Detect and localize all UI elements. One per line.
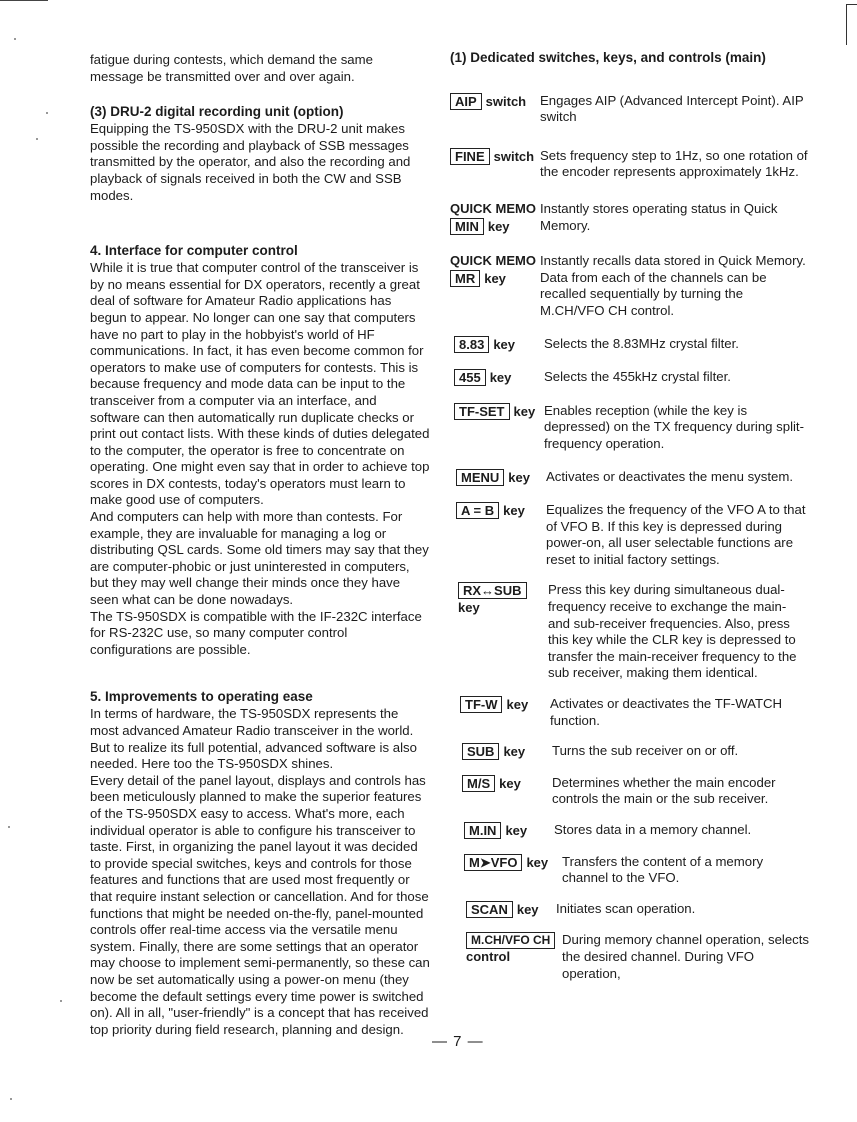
key-label: FINE xyxy=(450,148,490,165)
section-4-paragraph-1: While it is true that computer control of the transceiver is by no means essential for DX operators, recently a great deal of software for Amateur Radio applications has begun to appear. No longer can one say that computers have no part to play in the hobbyist's world of HF communications. In fact, it has even become common for operators to make use of computers for contests. This is because frequency and mode data can be input to the transceiver from a computer via an interface, and software can then automatically run duplicate checks or print out contact lists. With these kinds of duties delegated to the computer, the operator is free to concentrate on operating. One might even say that in order to achieve top scores in DX contests, today's operators must learn to make good use of computers. xyxy=(90,260,430,508)
top-left-rule xyxy=(0,0,48,1)
section-4-heading: 4. Interface for computer control xyxy=(90,243,298,259)
entry-description: Equalizes the frequency of the VFO A to that of VFO B. If this key is depressed during power-on, all user selectable functions are reset to initial factory settings. xyxy=(546,502,806,567)
entry-a-equals-b xyxy=(450,502,810,568)
key-label: A = B xyxy=(456,502,499,519)
entry-term: FINE switch xyxy=(450,148,540,181)
entry-term: 455 key xyxy=(454,369,544,387)
key-label: AIP xyxy=(450,93,482,110)
key-label: TF-W xyxy=(460,696,502,713)
key-label: SCAN xyxy=(466,901,513,918)
key-label: MIN xyxy=(450,218,484,235)
section-5-paragraph-2: Every detail of the panel layout, displays and controls has been meticulously planned to make the superior features of the TS-950SDX easy to access. What's more, each individual operator is able to configure his transceiver to taste. First, in organizing the panel layout it was decided to provide special switches, keys and controls for those features and functions that are used most frequently or that require instant selection or cancellation. And for those functions that might be needed on-the-fly, panel-mounted controls offer real-time access via the versatile menu system. Finally, there are some settings that an operator may choose to implement semi-permanently, so these can now be set automatically using a power-on menu (they become the default settings every time power is switched on). All in all, "user-friendly" is a concept that has received top priority during field research, planning and design. xyxy=(90,772,430,1037)
entry-m-in xyxy=(450,822,810,840)
entry-term: MENU key xyxy=(456,469,546,487)
entry-term: TF-SET key xyxy=(454,403,544,453)
entry-menu xyxy=(450,469,810,487)
key-label: SUB xyxy=(462,743,499,760)
entry-quick-memo-mr xyxy=(450,253,810,319)
entry-description: Initiates scan operation. xyxy=(556,900,696,916)
entry-sub xyxy=(450,743,810,761)
key-label: 455 xyxy=(454,369,486,386)
entry-description: Transfers the content of a memory channel to the VFO. xyxy=(562,853,764,886)
key-label: RX↔SUB xyxy=(458,582,527,599)
key-label: MR xyxy=(450,270,480,287)
entry-8-83 xyxy=(450,336,810,354)
scan-speck xyxy=(8,826,10,828)
entry-description: Activates or deactivates the menu system. xyxy=(546,468,794,484)
entry-term: QUICK MEMO MIN key xyxy=(450,200,536,234)
entry-455 xyxy=(450,369,810,387)
left-column xyxy=(90,52,430,1038)
entry-description: Turns the sub receiver on or off. xyxy=(552,743,739,759)
section-4-paragraph-3: The TS-950SDX is compatible with the IF-232C interface for RS-232C use, so many computer control configurations are possible. xyxy=(90,608,422,657)
entry-term: TF-W key xyxy=(460,696,550,729)
key-label: M/S xyxy=(462,775,495,792)
entry-description: Instantly recalls data stored in Quick Memory. Data from each of the channels can be recalled sequentially by turning the M.CH/VFO CH control. xyxy=(540,253,806,318)
section-5-heading: 5. Improvements to operating ease xyxy=(90,689,313,705)
entry-description: Press this key during simultaneous dual-frequency receive to exchange the main- and sub-receiver frequencies. Also, press this key while the CLR key is depressed to transfer the main-receiver frequency to the sub receiver, making them identical. xyxy=(548,582,797,681)
corner-registration-mark xyxy=(846,4,857,45)
entry-term: M/S key xyxy=(462,775,552,808)
scan-speck xyxy=(14,38,16,40)
entry-term: M➤VFO key xyxy=(464,854,562,887)
scan-speck xyxy=(46,112,48,114)
entry-term: M.CH/VFO CH control xyxy=(466,932,562,982)
scan-speck xyxy=(60,1000,62,1002)
entry-term: 8.83 key xyxy=(454,336,544,354)
entry-description: During memory channel operation, selects the desired channel. During VFO operation, xyxy=(562,932,810,981)
section-3-body: Equipping the TS-950SDX with the DRU-2 unit makes possible the recording and playback of SSB messages transmitted by the operator, and also the recording and playback of signals received in both the CW and SSB modes. xyxy=(90,121,411,203)
entry-scan xyxy=(450,901,810,919)
entry-m-s xyxy=(450,775,810,808)
key-label: M.CH/VFO CH xyxy=(466,932,555,949)
entry-m-vfo xyxy=(450,854,810,887)
entry-description: Activates or deactivates the TF-WATCH function. xyxy=(550,696,783,728)
scan-speck xyxy=(36,138,38,140)
entry-quick-memo-min xyxy=(450,201,810,235)
entry-term: QUICK MEMO MR key xyxy=(450,253,536,286)
entry-tf-set xyxy=(450,403,810,453)
entry-m-ch-vfo-ch xyxy=(450,932,810,982)
entry-tf-w xyxy=(450,696,810,729)
intro-paragraph: fatigue during contests, which demand the same message be transmitted over and over again. xyxy=(90,52,373,84)
entry-description: Selects the 8.83MHz crystal filter. xyxy=(544,335,739,351)
entry-term: AIP switch xyxy=(450,93,540,126)
entry-description: Engages AIP (Advanced Intercept Point). AIP switch xyxy=(540,92,804,125)
section-4-paragraph-2: And computers can help with more than contests. For example, they are invaluable for managing a log or distributing QSL cards. Some old timers may say that they are computer-phobic or just uninterested in computers, but they may well change their minds once they have seen what can be done nowadays. xyxy=(90,509,429,608)
entry-term: SUB key xyxy=(462,743,552,761)
right-column xyxy=(450,50,810,982)
entry-term: M.IN key xyxy=(464,822,554,840)
page-number: — 7 — xyxy=(432,1033,484,1050)
entry-rx-sub xyxy=(450,582,810,682)
key-label: TF-SET xyxy=(454,403,510,420)
entry-description: Selects the 455kHz crystal filter. xyxy=(544,369,731,385)
entry-description: Enables reception (while the key is depressed) on the TX frequency during split-frequency operation. xyxy=(544,402,804,451)
entry-aip xyxy=(450,93,810,126)
key-label: M➤VFO xyxy=(464,854,522,871)
section-3-heading: (3) DRU-2 digital recording unit (option) xyxy=(90,104,344,120)
key-label: 8.83 xyxy=(454,336,489,353)
key-label: M.IN xyxy=(464,822,501,839)
entry-term: A = B key xyxy=(456,502,546,568)
key-label: MENU xyxy=(456,469,504,486)
entry-fine xyxy=(450,148,810,181)
section-5-paragraph-1: In terms of hardware, the TS-950SDX represents the most advanced Amateur Radio transceiver in the world. But to realize its full potential, advanced software is also needed. Here too the TS-950SDX shines. xyxy=(90,706,417,772)
scan-speck xyxy=(10,1098,12,1100)
entry-description: Determines whether the main encoder controls the main or the sub receiver. xyxy=(552,774,776,807)
entry-term: RX↔SUB key xyxy=(458,582,548,682)
entry-description: Instantly stores operating status in Quick Memory. xyxy=(540,200,778,233)
entry-description: Sets frequency step to 1Hz, so one rotation of the encoder represents approximately 1kHz. xyxy=(540,147,808,180)
controls-heading: (1) Dedicated switches, keys, and controls (main) xyxy=(450,50,766,65)
entry-term: SCAN key xyxy=(466,901,556,919)
entry-description: Stores data in a memory channel. xyxy=(554,822,752,837)
